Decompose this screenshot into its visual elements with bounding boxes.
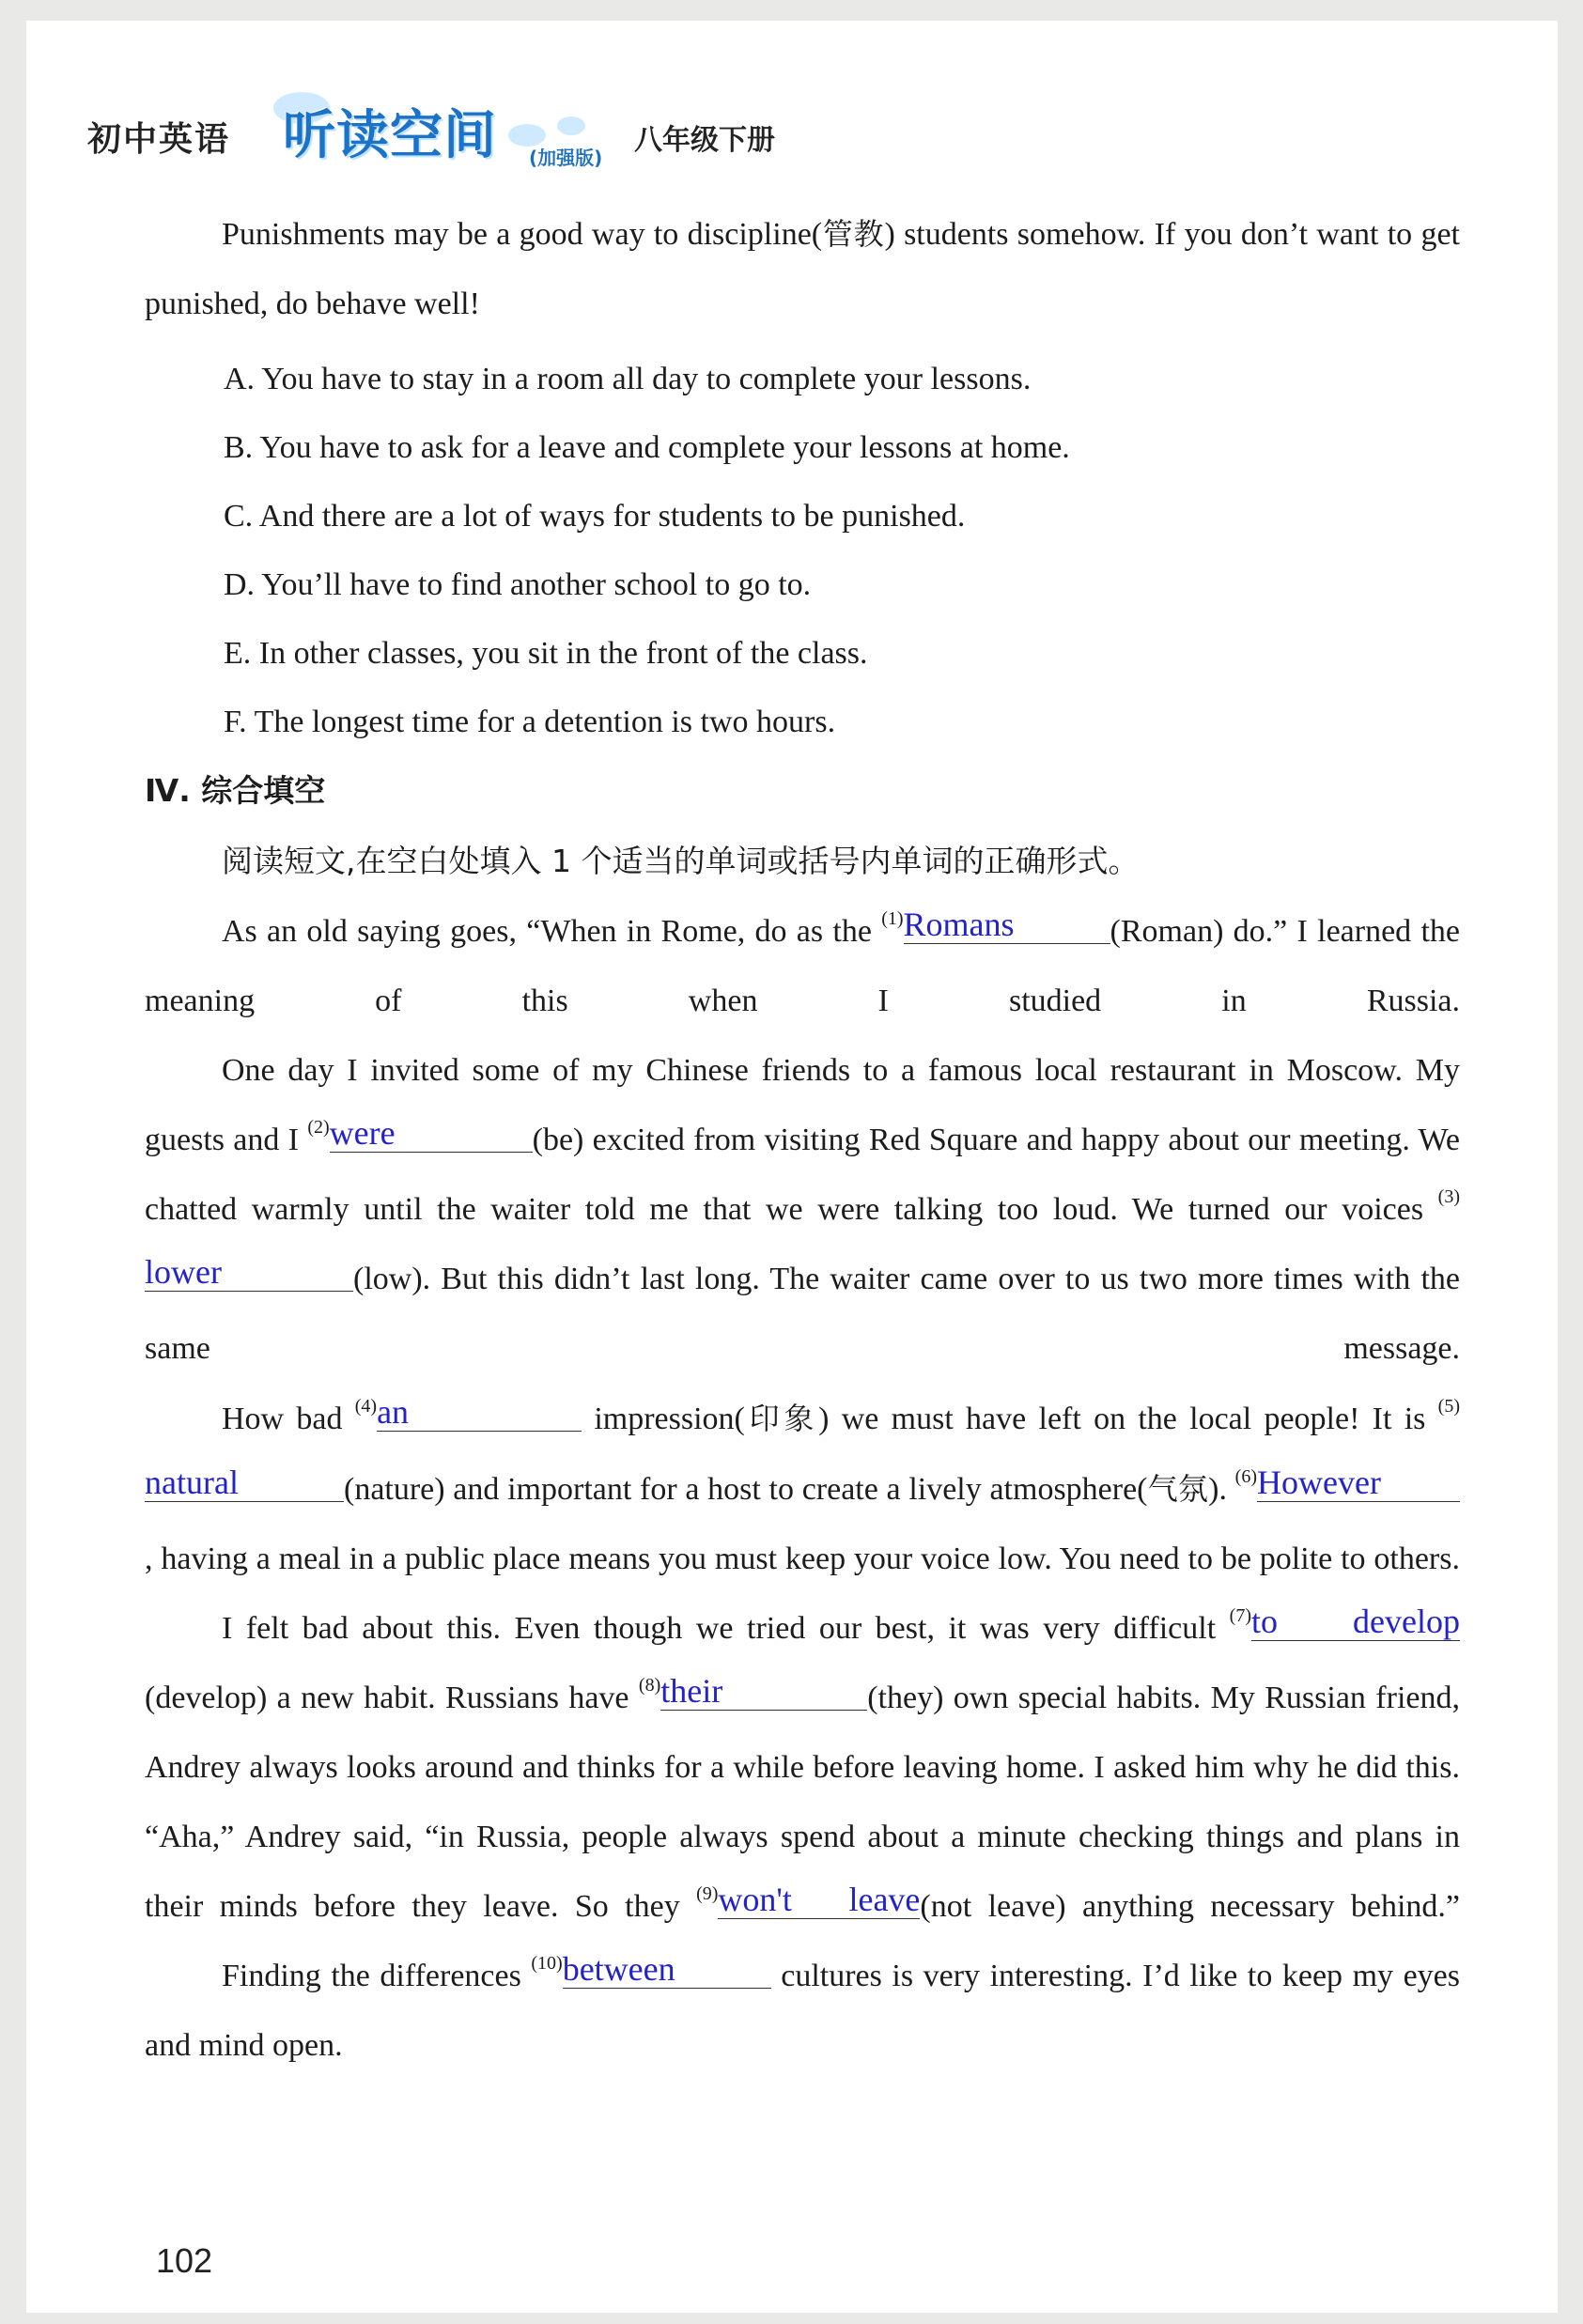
blank-number: (7) — [1229, 1605, 1251, 1626]
answer-blank-3: lower — [145, 1253, 353, 1292]
blank-number: (10) — [531, 1953, 563, 1974]
page-content — [145, 199, 1460, 2081]
answer-blank-9: won't leave — [718, 1881, 921, 1918]
answer-blank-10: between — [563, 1950, 771, 1989]
section-title: Ⅳ. 综合填空 — [145, 772, 326, 809]
blank-number: (1) — [881, 908, 904, 929]
answer-blank-5: natural — [145, 1464, 344, 1502]
option-c: C. And there are a lot of ways for students to be punished. — [224, 499, 966, 534]
blank-number: (2) — [307, 1117, 330, 1138]
blank-number: (4) — [354, 1396, 378, 1417]
answer-blank-7: to develop — [1251, 1603, 1460, 1640]
paragraph-2: One day I invited some of my Chinese friends to a famous local restaurant in Moscow. My guests and I $^{(2)}$were (be) excited from visiting Red Square and happy about our meeting. We chatted warmly until the waiter told me that we were talking too loud. We turned our voices $^{(3)}$lower (low). But this didn’t last long. The waiter came over to us two more times with the same message. — [145, 1053, 1460, 1366]
blank-number: (5) — [1437, 1396, 1460, 1417]
answer-blank-1: Romans — [904, 906, 1110, 944]
page-header — [87, 75, 933, 178]
blank-number: (3) — [1437, 1186, 1460, 1207]
paragraph-3: How bad $^{(4)}$an impression(印象) we must have left on the local people! It is $^{(5)}$natural (nature) and important for a host to create a lively atmosphere(气氛). $^{(6)}$However, having a meal in a public place means you must keep your voice low. You need to be polite to others. — [145, 1393, 1460, 1576]
page-number: 102 — [156, 2241, 213, 2280]
series-title: 初中英语 — [87, 120, 231, 159]
option-f: F. The longest time for a detention is two hours. — [224, 705, 836, 739]
workbook-page — [26, 21, 1558, 2313]
answer-blank-6: However — [1257, 1464, 1460, 1502]
section-instruction: 阅读短文,在空白处填入 1 个适当的单词或括号内单词的正确形式。 — [222, 843, 1140, 879]
brand-logo-text: 听读空间 — [283, 105, 497, 166]
blank-number: (9) — [696, 1883, 719, 1904]
option-b: B. You have to ask for a leave and complete your lessons at home. — [224, 430, 1070, 465]
paragraph-5: Finding the differences $^{(10)}$between cultures is very interesting. I’d like to keep my eyes and mind open. — [145, 1950, 1461, 2063]
answer-blank-8: their — [660, 1672, 867, 1711]
option-a: A. You have to stay in a room all day to complete your lessons. — [224, 362, 1032, 396]
option-d: D. You’ll have to find another school to go to. — [224, 567, 812, 602]
answer-blank-2: were — [330, 1114, 533, 1153]
paragraph-1: As an old saying goes, “When in Rome, do as the $^{(1)}$Romans (Roman) do.” I learned the meaning of this when I studied in Russia. — [145, 906, 1460, 1018]
passage-ending: Punishments may be a good way to discipline(管教) students somehow. If you don’t want to get punished, do behave well! — [145, 216, 1460, 321]
option-e: E. In other classes, you sit in the front of the class. — [224, 636, 868, 671]
blank-number: (6) — [1234, 1466, 1257, 1487]
blank-number: (8) — [638, 1675, 661, 1696]
edition-label: (加强版) — [529, 147, 603, 169]
cloud-decoration — [557, 116, 585, 135]
answer-blank-4: an — [377, 1393, 582, 1432]
options-list — [145, 345, 1460, 756]
grade-label: 八年级下册 — [634, 124, 775, 157]
paragraph-4: I felt bad about this. Even though we tried our best, it was very difficult $^{(7)}$to develop(develop) a new habit. Russians have $^{(8)}$their (they) own special habits. My Russian friend, Andrey always looks around and thinks for a while before leaving home. I asked him why he did this. “Aha,” Andrey said, “in Russia, people always spend about a minute checking things and plans in their minds before they leave. So they $^{(9)}$won't leave(not leave) anything necessary behind.” — [145, 1603, 1460, 1924]
